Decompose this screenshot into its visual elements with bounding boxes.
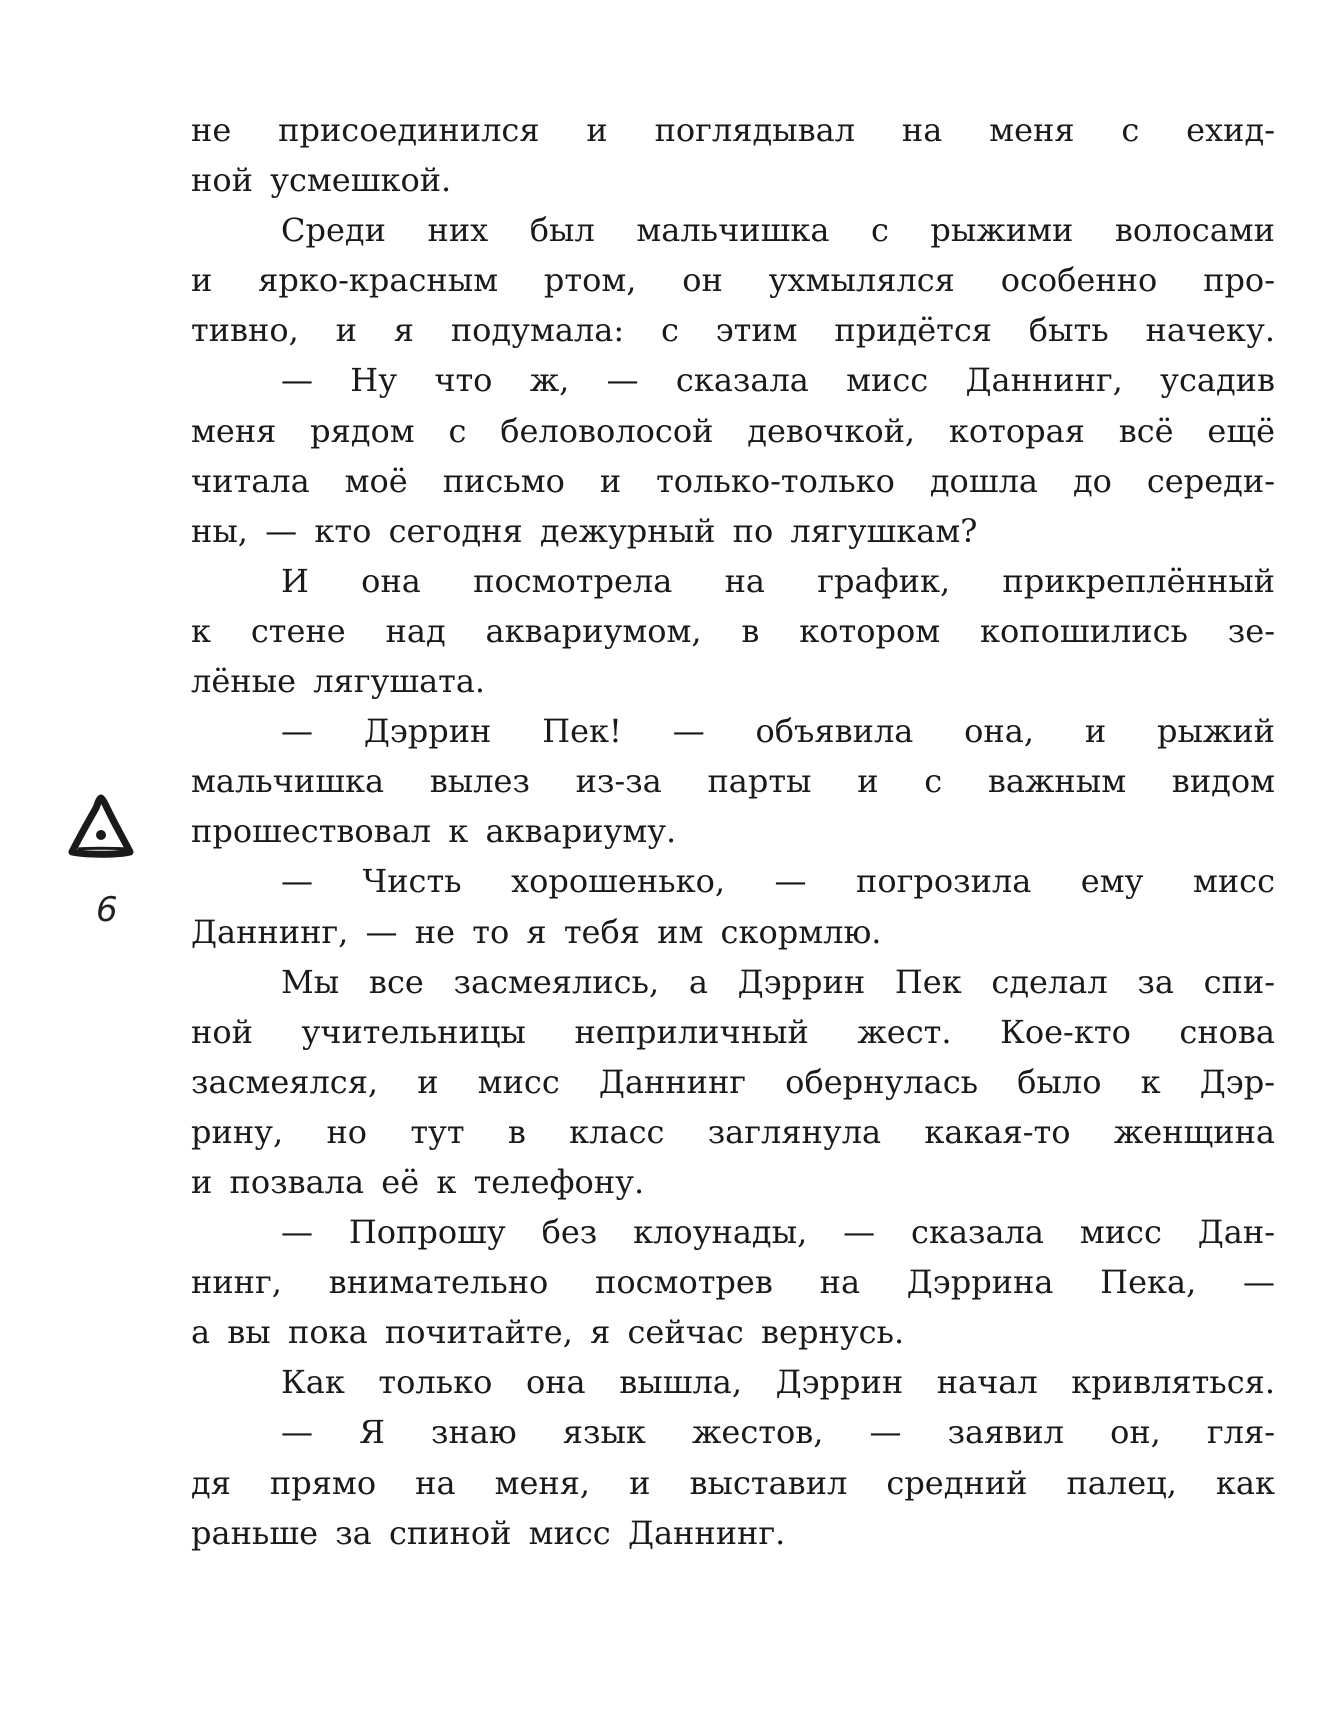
- text-line: засмеялся, и мисс Даннинг обернулась было к Дэр-: [191, 1062, 1275, 1101]
- text-line: рину, но тут в класс заглянула какая-то женщина: [191, 1112, 1275, 1151]
- text-line: читала моё письмо и только-только дошла до середи-: [191, 461, 1275, 500]
- text-line: — Дэррин Пек! — объявила она, и рыжий: [281, 712, 1275, 751]
- text-line: ной учительницы неприличный жест. Кое-кто снова: [191, 1012, 1275, 1051]
- text-line: Мы все засмеялись, а Дэррин Пек сделал за спи-: [281, 962, 1275, 1001]
- text-line: к стене над аквариумом, в котором копошились зе-: [191, 611, 1275, 650]
- text-line: и ярко-красным ртом, он ухмылялся особенно про-: [191, 261, 1275, 300]
- text-line: — Попрошу без клоунады, — сказала мисс Дан-: [281, 1213, 1275, 1252]
- text-line: ны, — кто сегодня дежурный по лягушкам?: [191, 511, 978, 550]
- text-line: — Я знаю язык жестов, — заявил он, гля-: [281, 1413, 1275, 1452]
- text-line: меня рядом с беловолосой девочкой, которая всё ещё: [191, 411, 1275, 450]
- text-line: Среди них был мальчишка с рыжими волосами: [281, 211, 1275, 250]
- text-line: Как только она вышла, Дэррин начал кривляться.: [281, 1363, 1275, 1402]
- text-line: — Чисть хорошенько, — погрозила ему мисс: [281, 862, 1275, 901]
- text-line: раньше за спиной мисс Даннинг.: [191, 1513, 786, 1552]
- body-text: [191, 105, 1275, 1558]
- text-line: ной усмешкой.: [191, 161, 452, 200]
- page-number: 6: [96, 890, 118, 930]
- text-line: прошествовал к аквариуму.: [191, 812, 677, 851]
- text-line: нинг, внимательно посмотрев на Дэррина Пека, —: [191, 1263, 1275, 1302]
- text-line: и позвала её к телефону.: [191, 1162, 645, 1201]
- text-line: не присоединился и поглядывал на меня с ехид-: [191, 111, 1275, 149]
- text-line: Даннинг, — не то я тебя им скормлю.: [191, 912, 882, 951]
- text-line: — Ну что ж, — сказала мисс Даннинг, усадив: [281, 361, 1275, 400]
- text-line: мальчишка вылез из-за парты и с важным видом: [191, 762, 1275, 801]
- text-line: лёные лягушата.: [191, 662, 486, 701]
- text-line: И она посмотрела на график, прикреплённый: [281, 561, 1275, 600]
- text-line: тивно, и я подумала: с этим придётся быть начеку.: [191, 311, 1275, 350]
- text-line: а вы пока почитайте, я сейчас вернусь.: [191, 1313, 905, 1352]
- text-line: дя прямо на меня, и выставил средний палец, как: [191, 1463, 1275, 1502]
- triangle-eye-icon: [66, 792, 136, 860]
